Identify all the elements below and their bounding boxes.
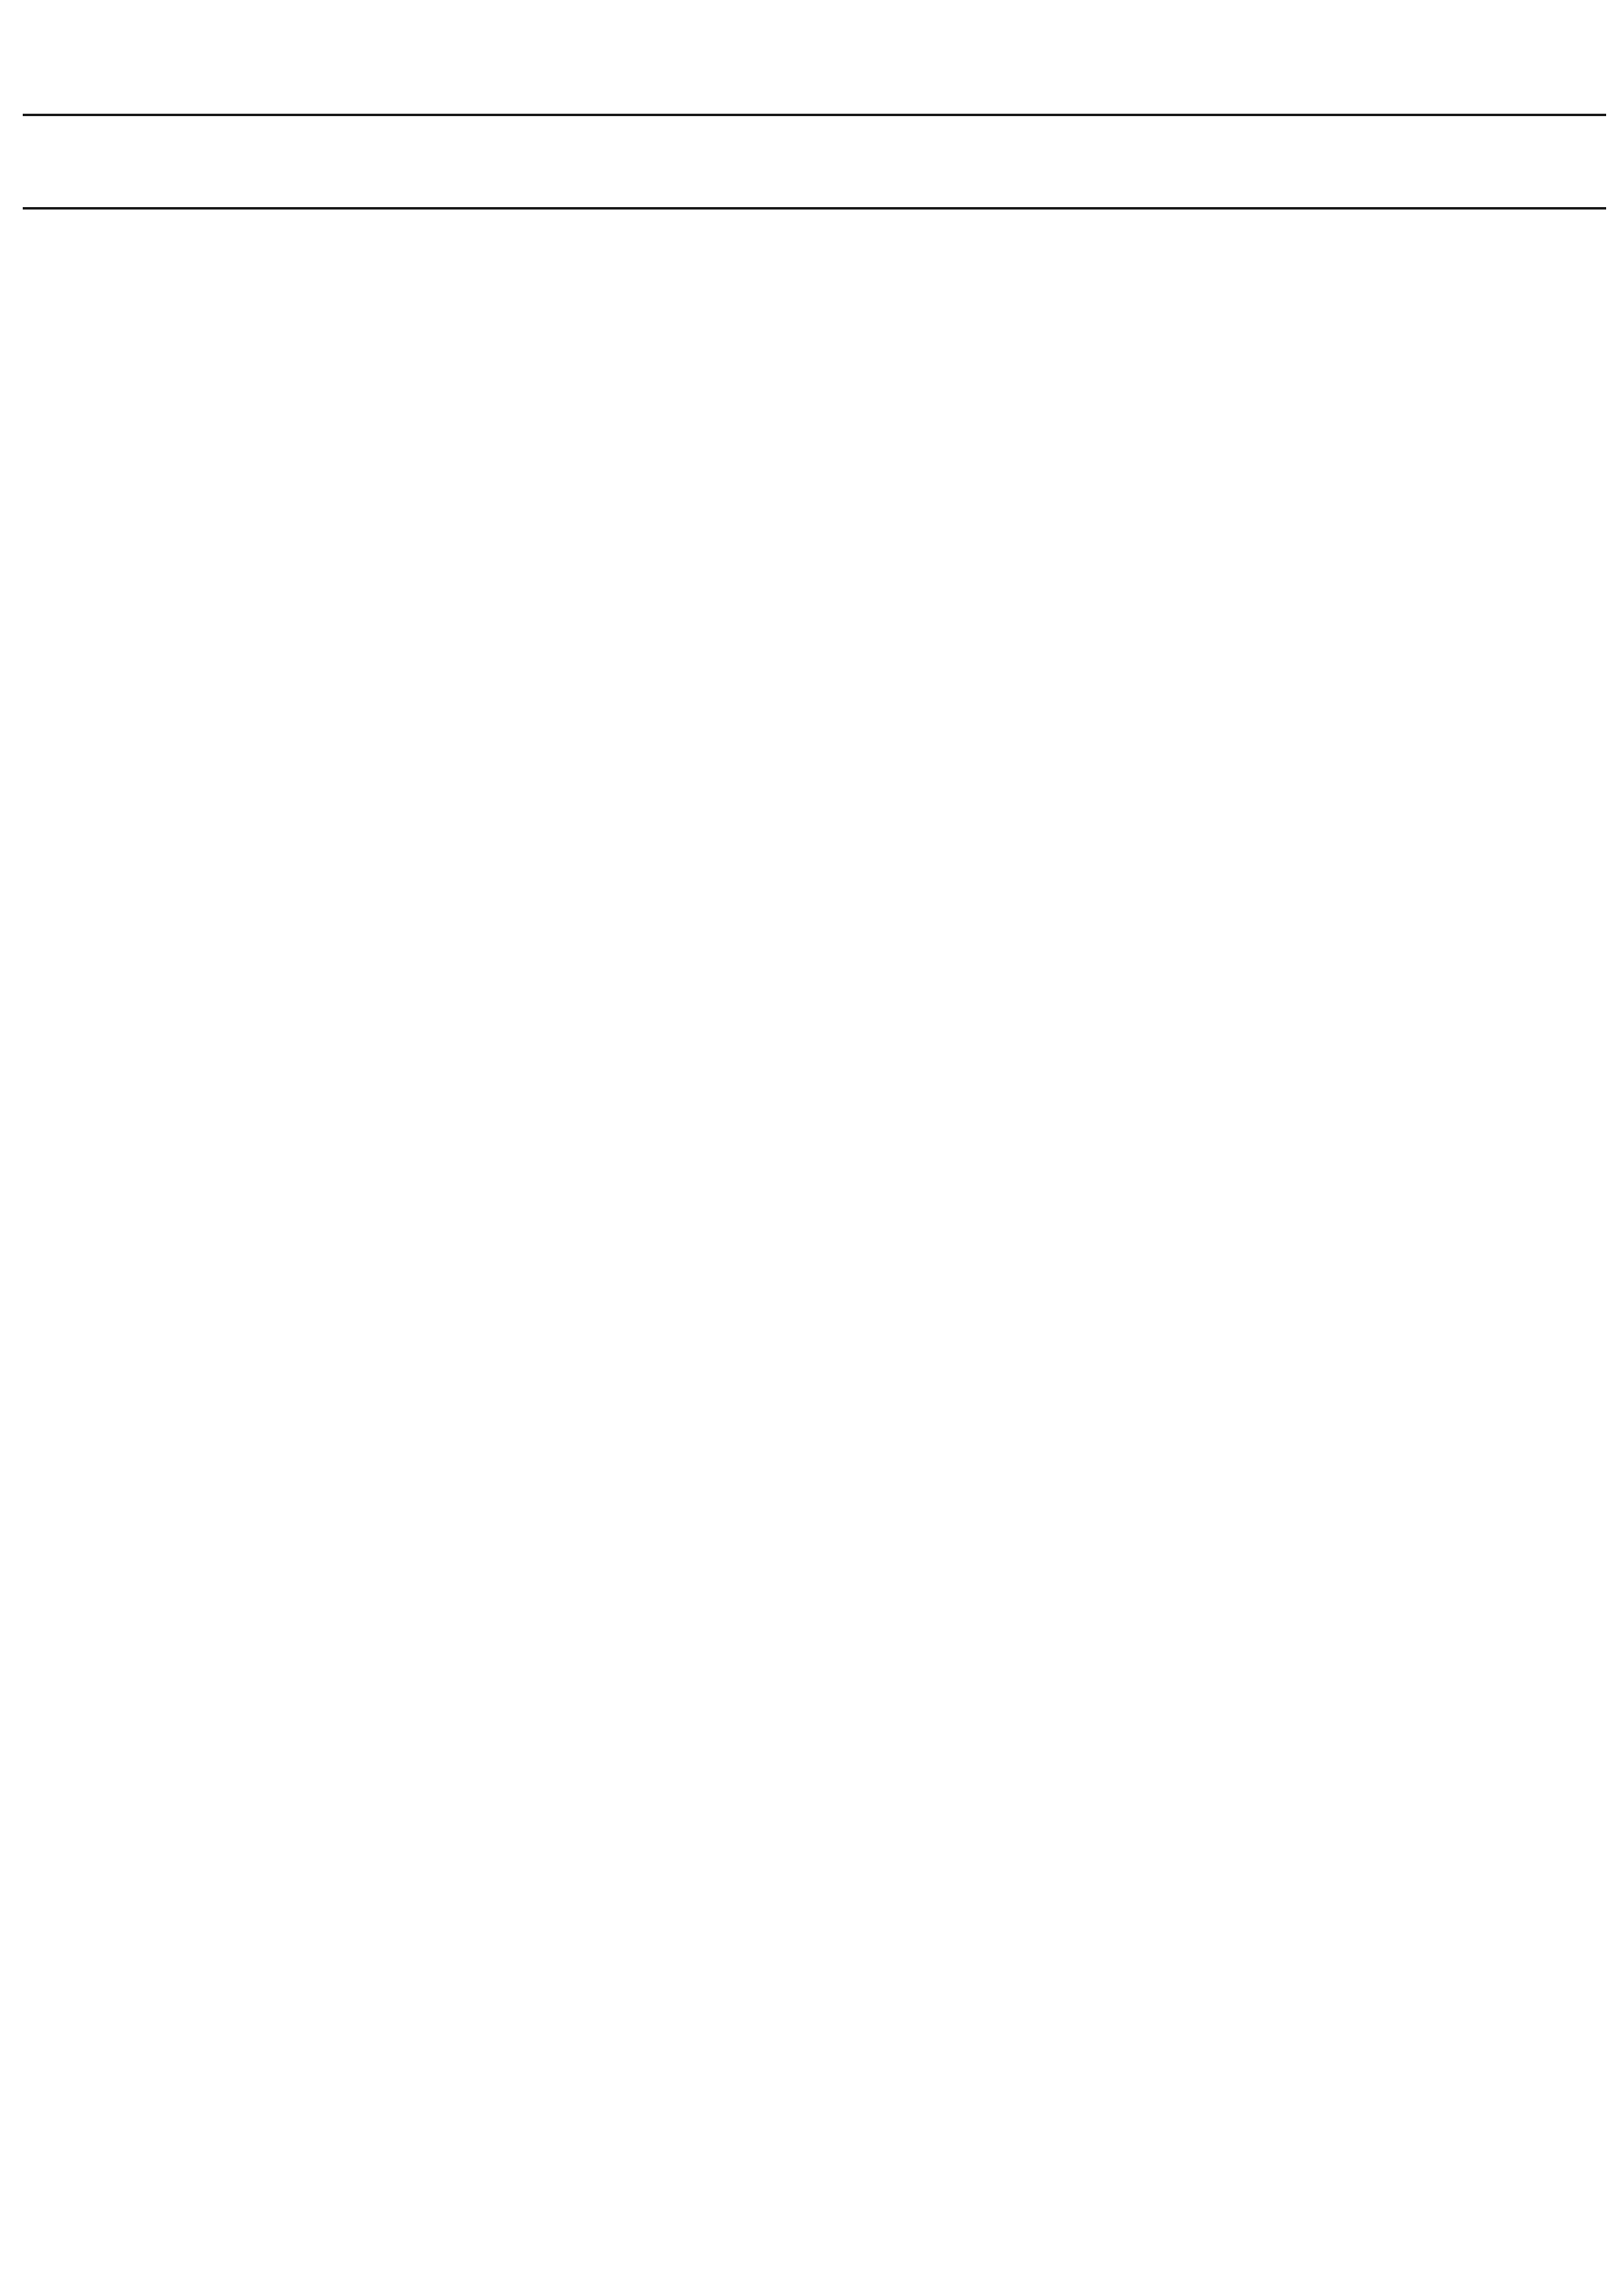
header-delta13c — [674, 123, 820, 166]
header-top-rule — [23, 114, 1606, 116]
header-corrected-age — [832, 123, 1027, 166]
header-bottom-rule — [23, 207, 1606, 210]
header-c14-age — [503, 123, 666, 166]
